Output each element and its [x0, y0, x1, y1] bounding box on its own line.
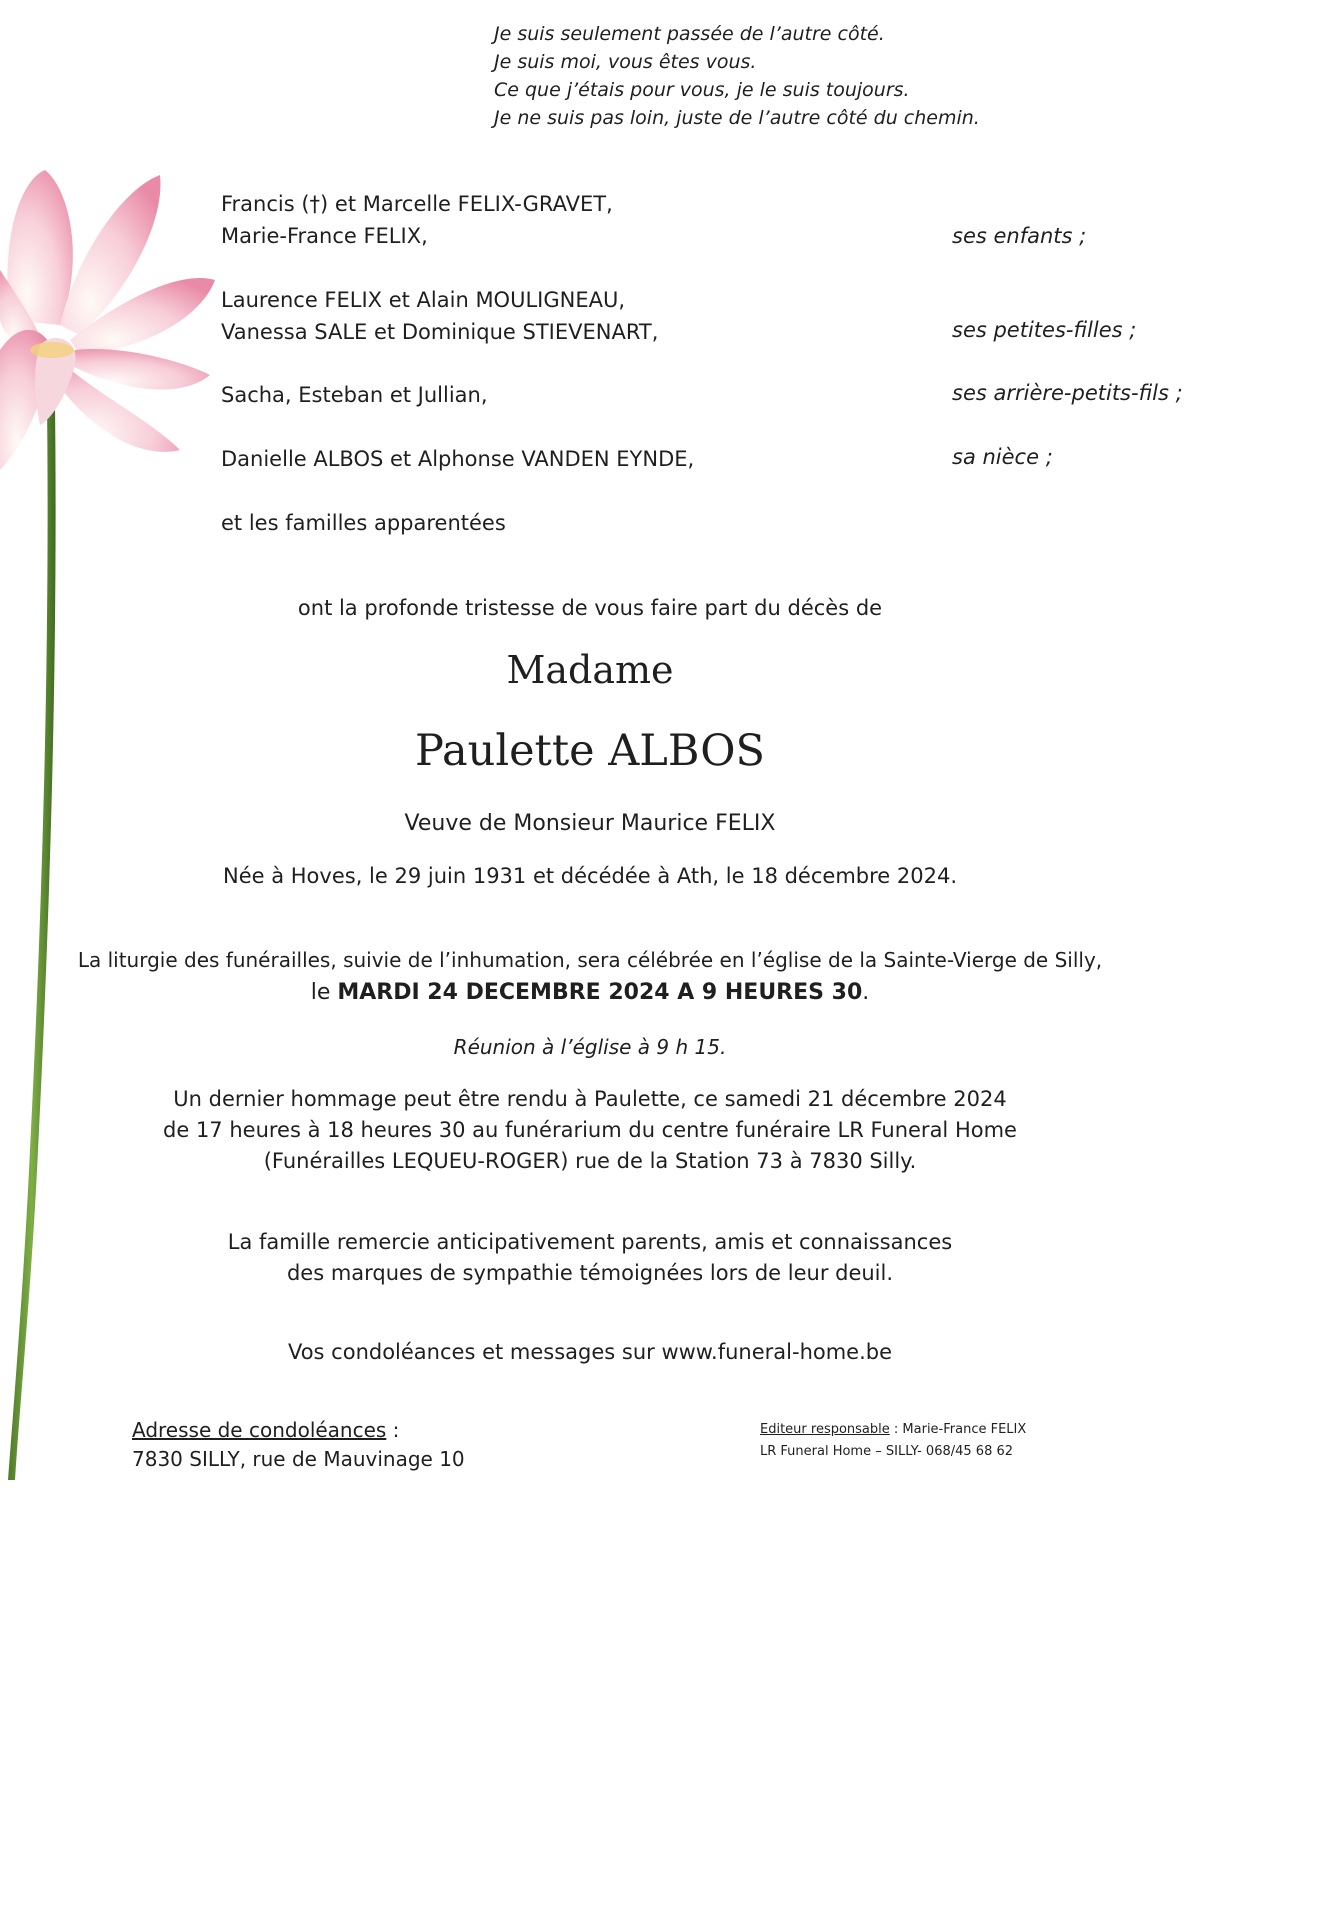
poem-line: Je suis moi, vous êtes vous. — [494, 51, 757, 73]
tribute-line-2: de 17 heures à 18 heures 30 au funérarium du centre funéraire LR Funeral Home — [163, 1118, 1017, 1142]
tribute-line-1: Un dernier hommage peut être rendu à Paulette, ce samedi 21 décembre 2024 — [173, 1087, 1007, 1111]
deceased-name: Paulette ALBOS — [415, 726, 765, 776]
grandchildren-line-2: Vanessa SALE et Dominique STIEVENART, — [221, 320, 659, 344]
greatgrandchildren-line: Sacha, Esteban et Jullian, — [221, 383, 488, 407]
thanks-line-1: La famille remercie anticipativement parents, amis et connaissances — [227, 1230, 953, 1254]
publisher-label: Editeur responsable — [760, 1422, 890, 1437]
children-line-1: Francis (†) et Marcelle FELIX-GRAVET, — [221, 192, 613, 216]
ceremony-date: MARDI 24 DECEMBRE 2024 A 9 HEURES 30 — [337, 980, 863, 1005]
niece-role: sa nièce ; — [952, 445, 1053, 469]
condolence-address-label-line — [132, 1418, 399, 1442]
condolence-address-colon: : — [386, 1418, 400, 1442]
niece-line: Danielle ALBOS et Alphonse VANDEN EYNDE, — [221, 447, 695, 471]
tribute-line-3: (Funérailles LEQUEU-ROGER) rue de la Station 73 à 7830 Silly. — [263, 1149, 917, 1173]
poem-line: Je ne suis pas loin, juste de l’autre côté du chemin. — [494, 107, 980, 129]
ceremony-line-1: La liturgie des funérailles, suivie de l’inhumation, sera célébrée en l’église de la Sainte-Vierge de Silly, — [77, 948, 1103, 972]
ceremony-line-2 — [0, 980, 1180, 1005]
widow-of: Veuve de Monsieur Maurice FELIX — [404, 811, 776, 836]
condolence-address: 7830 SILLY, rue de Mauvinage 10 — [132, 1447, 465, 1471]
publisher-contact: LR Funeral Home – SILLY- 068/45 68 62 — [760, 1444, 1014, 1459]
children-line-2: Marie-France FELIX, — [221, 224, 428, 248]
title-madame: Madame — [506, 648, 674, 692]
announcement-intro: ont la profonde tristesse de vous faire part du décès de — [297, 596, 883, 620]
grandchildren-role: ses petites-filles ; — [952, 318, 1137, 342]
publisher-name: : Marie-France FELIX — [889, 1422, 1027, 1437]
relatives-line: et les familles apparentées — [221, 511, 506, 535]
meeting-time: Réunion à l’église à 9 h 15. — [453, 1035, 727, 1059]
thanks-line-2: des marques de sympathie témoignées lors de leur deuil. — [286, 1261, 894, 1285]
condolence-address-label: Adresse de condoléances — [132, 1418, 387, 1442]
grandchildren-line-1: Laurence FELIX et Alain MOULIGNEAU, — [221, 288, 626, 312]
poem-line: Ce que j’étais pour vous, je le suis toujours. — [494, 79, 910, 101]
online-condolences: Vos condoléances et messages sur www.funeral-home.be — [287, 1340, 893, 1364]
ceremony-date-prefix: le — [310, 980, 338, 1005]
ceremony-date-suffix: . — [862, 980, 870, 1005]
greatgrandchildren-role: ses arrière-petits-fils ; — [952, 381, 1183, 405]
publisher-label-line — [760, 1422, 1026, 1437]
children-role: ses enfants ; — [952, 224, 1087, 248]
poem-line: Je suis seulement passée de l’autre côté. — [494, 23, 885, 45]
poem — [494, 20, 980, 132]
birth-death: Née à Hoves, le 29 juin 1931 et décédée à Ath, le 18 décembre 2024. — [223, 864, 957, 888]
